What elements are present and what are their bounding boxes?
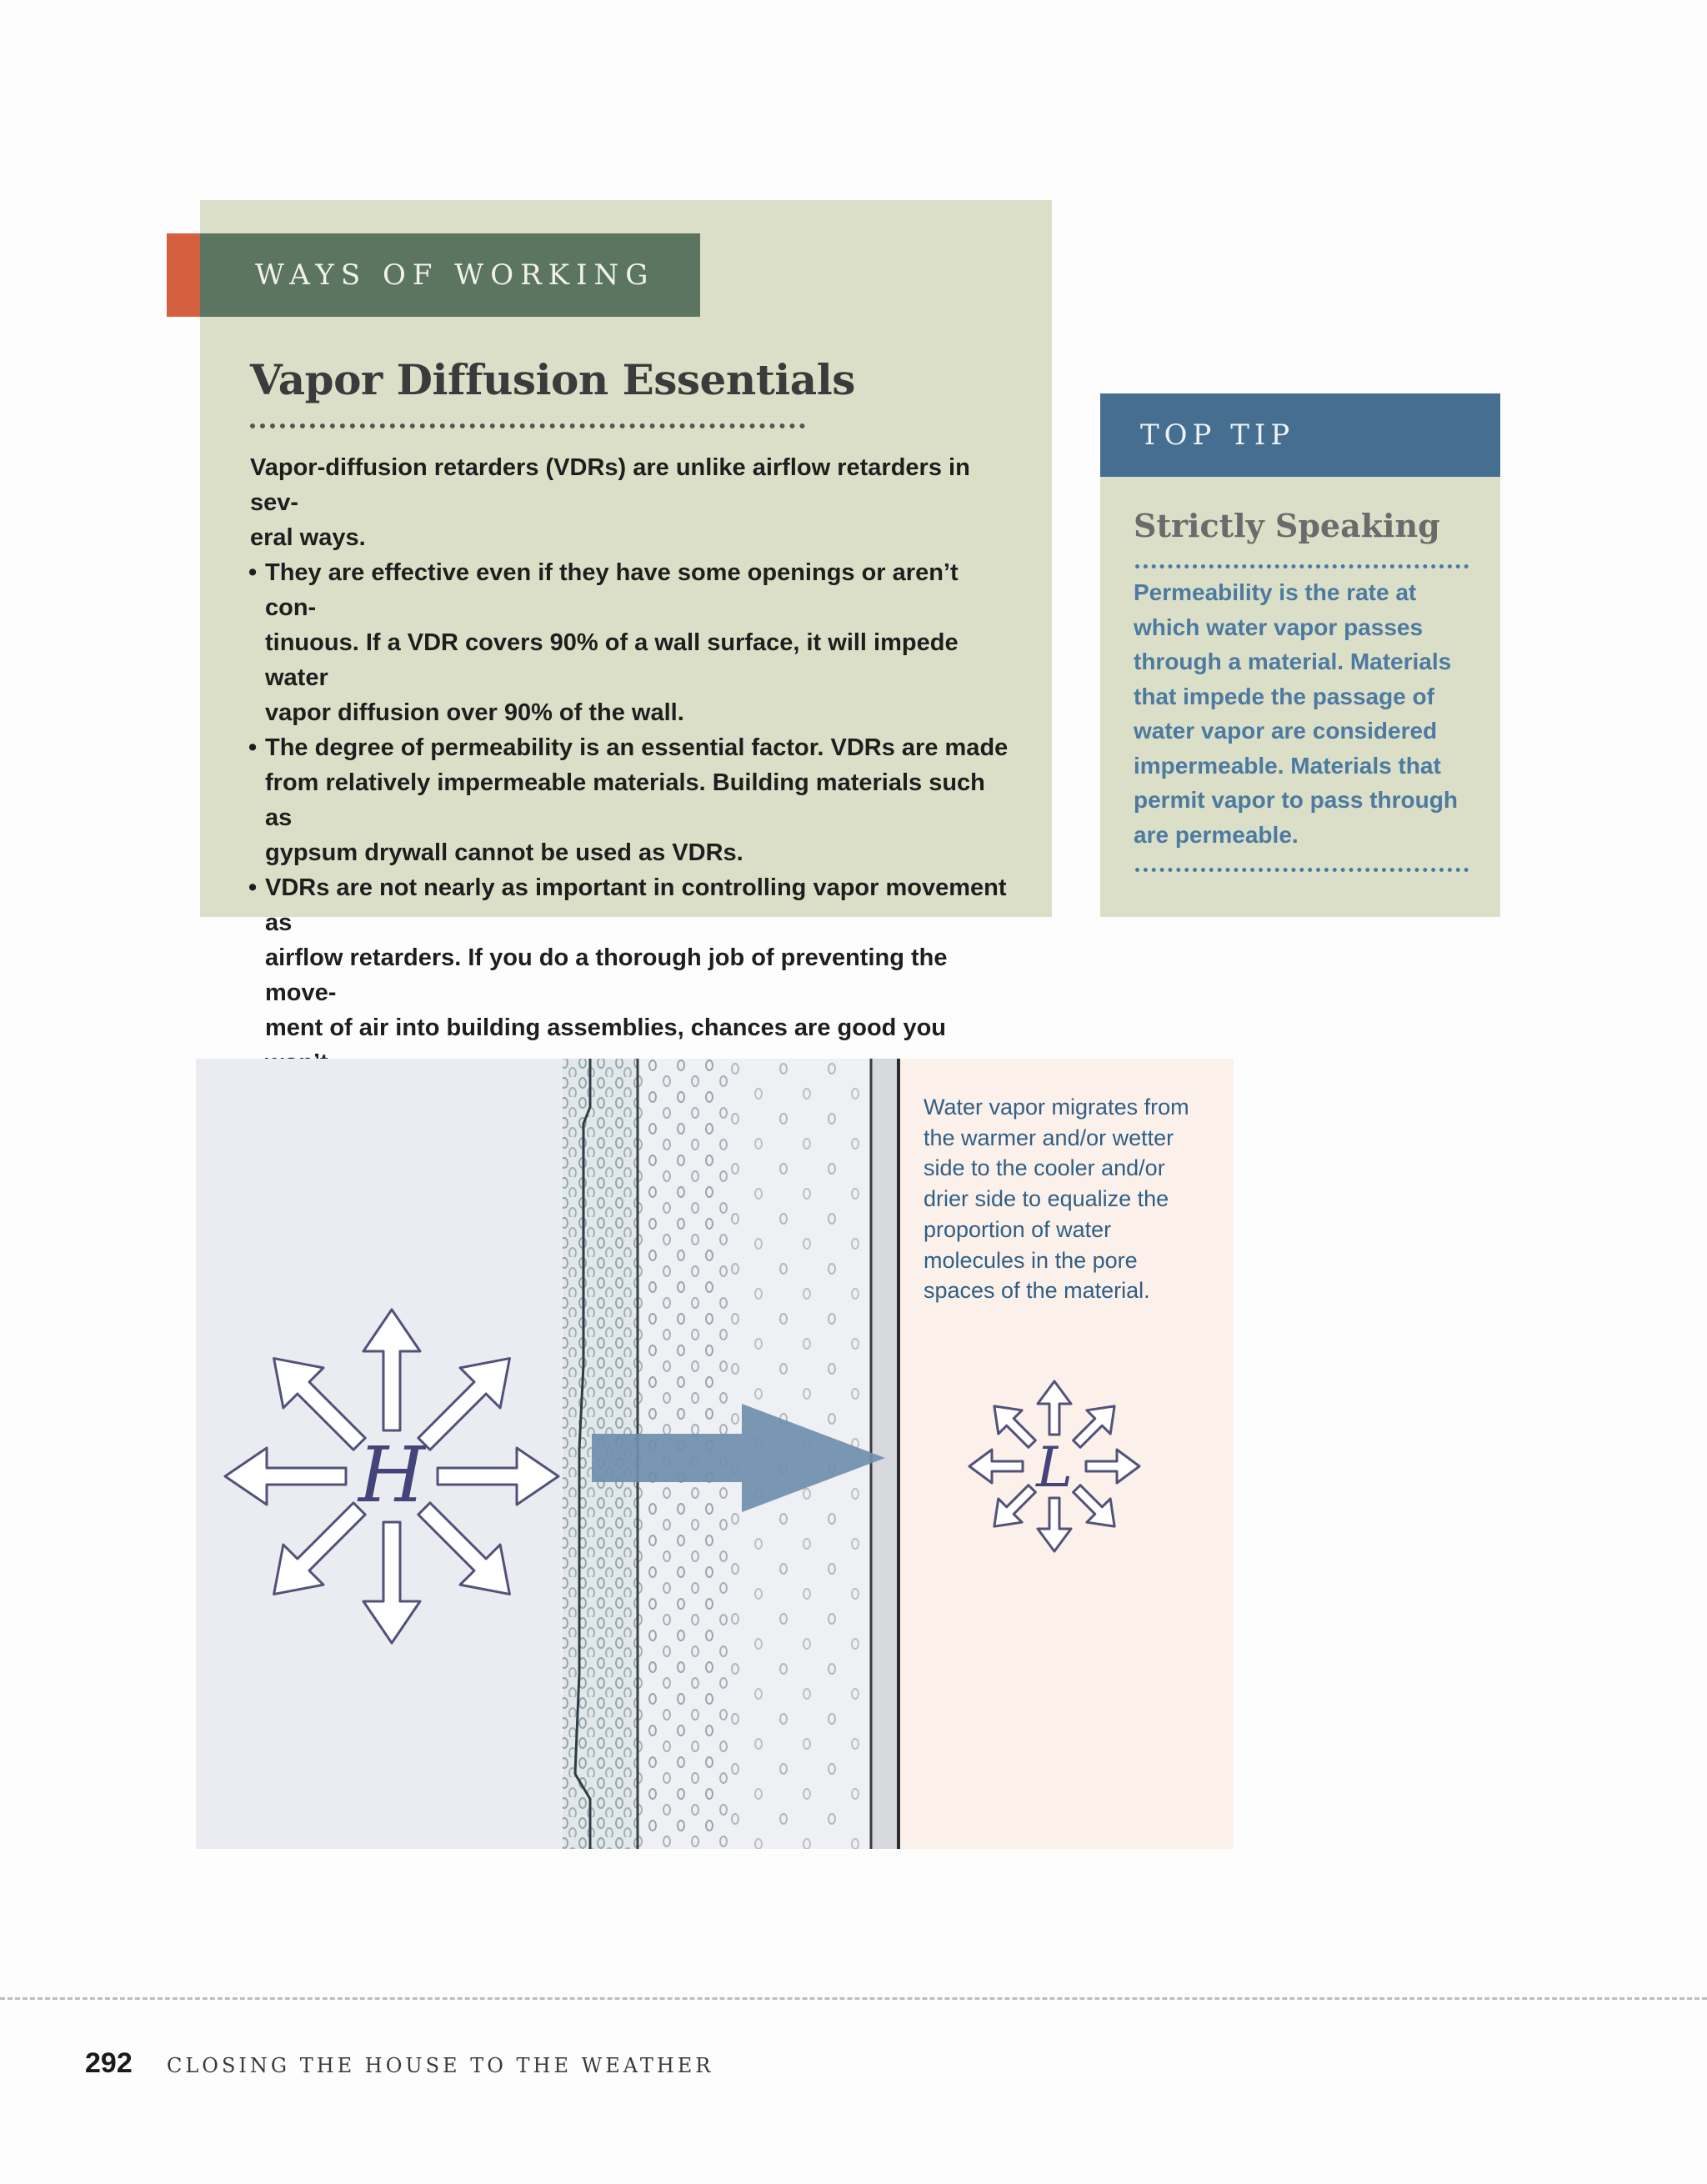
ways-of-working-tab: WAYS OF WORKING xyxy=(200,233,700,317)
high-pressure-label: H xyxy=(358,1430,426,1520)
footer-dashed-rule xyxy=(0,1997,1707,2000)
intro-paragraph: Vapor-diffusion retarders (VDRs) are unlike airflow retarders in sev- eral ways. xyxy=(250,454,970,551)
illustration-caption: Water vapor migrates from the warmer and/or wetter side to the cooler and/or drier side to equalize the proportion of water molecules in the pore spaces of the material. xyxy=(924,1095,1189,1304)
bullet-list xyxy=(250,555,1009,1115)
title-dotted-rule xyxy=(250,418,805,428)
tip-dotted-rule-bottom xyxy=(1135,864,1469,872)
running-head: CLOSING THE HOUSE TO THE WEATHER xyxy=(167,2054,714,2077)
top-tip-title: Strictly Speaking xyxy=(1134,507,1440,544)
top-tip-body: Permeability is the rate at which water vapor passes through a material. Materials that impede the passage of water vapor are considered impermeable. Materials that permit vapor to pass through are permeable. xyxy=(1134,579,1458,848)
bullet-item: • They are effective even if they have some openings or aren’t con- tinuous. If a VDR covers 90% of a wall surface, it will impede water vapor diffusion over 90% of the wall. xyxy=(250,555,1009,730)
page-number: 292 xyxy=(85,2047,133,2079)
tab-accent-bar xyxy=(167,233,200,317)
section-body xyxy=(250,450,1009,1115)
bullet-item: • The degree of permeability is an essential factor. VDRs are made from relatively impermeable materials. Building materials such as gypsum drywall cannot be used as VDRs. xyxy=(250,730,1009,870)
top-tip-header: TOP TIP xyxy=(1100,393,1500,477)
bullet-item: • VDRs are not nearly as important in controlling vapor movement as airflow retarders. If you do a thorough job of preventing the move- ment of air into building assemblies, chances are good you xyxy=(250,870,1009,1115)
tip-dotted-rule-top xyxy=(1135,560,1469,569)
section-title: Vapor Diffusion Essentials xyxy=(250,355,855,404)
low-pressure-label: L xyxy=(1036,1435,1073,1500)
